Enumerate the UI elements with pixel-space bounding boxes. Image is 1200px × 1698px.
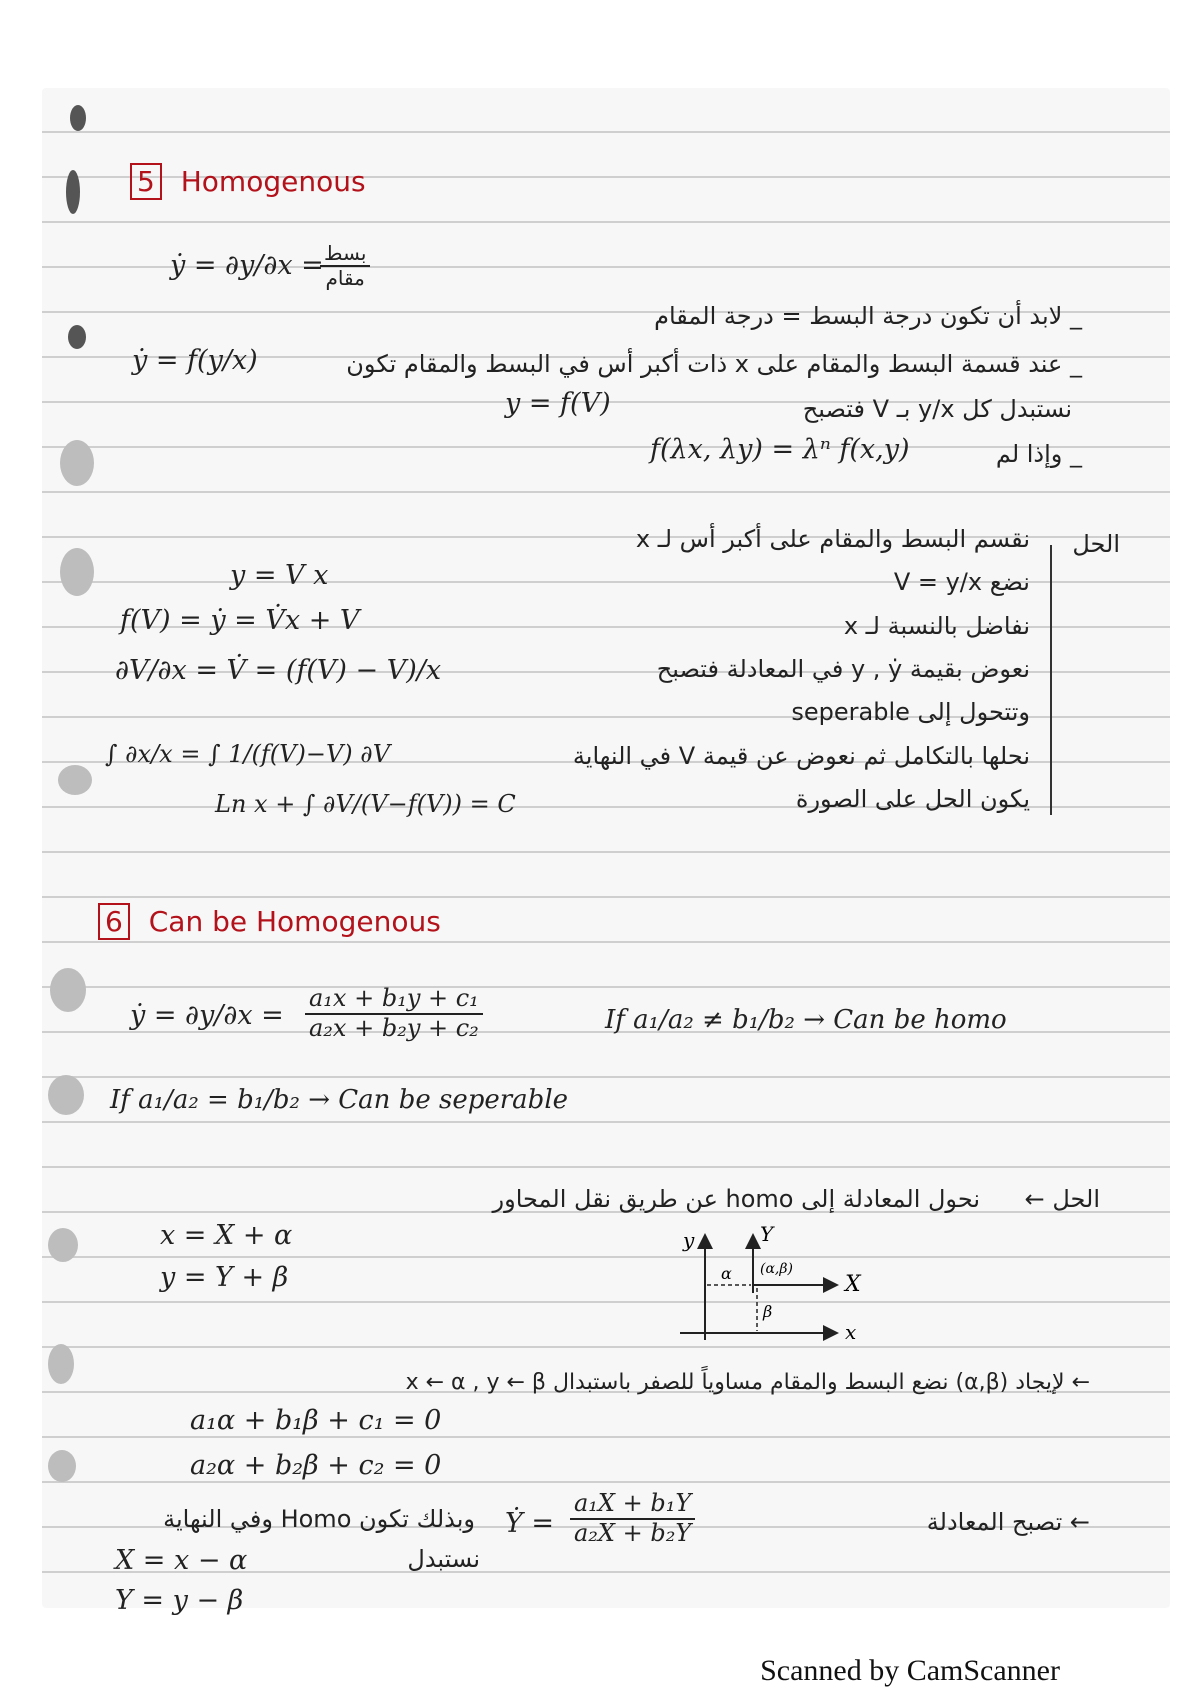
- condition-3-equation: y = f(V): [505, 388, 611, 419]
- binder-hole: [60, 440, 94, 486]
- binder-hole: [60, 548, 94, 596]
- binder-hole: [48, 1228, 78, 1262]
- back-substitution-X: X = x − α: [115, 1545, 248, 1576]
- section-6-heading: [98, 905, 441, 938]
- binder-hole: [68, 325, 86, 349]
- definition-lhs: ẏ = ∂y/∂x =: [170, 250, 324, 281]
- condition-3-text: نستبدل كل y/x بـ V فتصبح: [802, 395, 1072, 423]
- steps-bracket: [1050, 545, 1052, 815]
- step-5: وتتحول إلى seperable: [791, 698, 1030, 726]
- fraction-numerator: a₁X + b₁Y: [570, 1490, 695, 1520]
- step-6: نحلها بالتكامل ثم نعوض عن قيمة V في النهاية: [572, 742, 1030, 770]
- axes-shift-diagram: [665, 1225, 890, 1350]
- condition-can-be-homo: If a₁/a₂ ≠ b₁/b₂ → Can be homo: [605, 1005, 1007, 1035]
- step-7: يكون الحل على الصورة: [795, 785, 1030, 813]
- alpha-label: α: [721, 1264, 732, 1283]
- section-number: 5: [130, 163, 162, 200]
- condition-1: _ لابد أن تكون درجة البسط = درجة المقام: [654, 302, 1082, 330]
- binder-hole: [70, 105, 86, 131]
- step-3: نفاضل بالنسبة لـ x: [843, 612, 1030, 640]
- scanner-watermark: Scanned by CamScanner: [760, 1654, 1060, 1687]
- fraction-denominator: a₂x + b₂y + c₂: [309, 1013, 479, 1042]
- equation-4: ∫ ∂x/x = ∫ 1/(f(V)−V) ∂V: [105, 740, 391, 768]
- beta-label: β: [763, 1302, 773, 1321]
- fraction-denominator: a₂X + b₂Y: [574, 1518, 692, 1547]
- condition-4-equation: f(λx, λy) = λⁿ f(x,y): [650, 434, 910, 465]
- solution-label: الحل ←: [1024, 1185, 1100, 1213]
- section-5-heading: [130, 165, 366, 198]
- new-equation-fraction: [570, 1490, 695, 1547]
- binder-hole: [48, 1075, 84, 1115]
- binder-hole: [58, 765, 92, 795]
- replace-text: نستبدل: [407, 1545, 480, 1573]
- fraction-numerator: a₁x + b₁y + c₁: [305, 985, 483, 1015]
- fraction-denominator: مقام: [325, 266, 365, 290]
- step-2: نضع V = y/x: [893, 568, 1030, 596]
- linear-equation-1: a₁α + b₁β + c₁ = 0: [190, 1405, 442, 1436]
- x-axis-label: x: [845, 1320, 857, 1344]
- solution-text: نحول المعادلة إلى homo عن طريق نقل المحاور: [492, 1185, 980, 1213]
- new-equation-lhs: Ẏ =: [505, 1508, 555, 1539]
- linear-equation-2: a₂α + b₂β + c₂ = 0: [190, 1450, 442, 1481]
- step-1: نقسم البسط والمقام على أكبر أس لـ x: [635, 525, 1030, 553]
- solution-label: الحل: [1072, 530, 1120, 558]
- X-axis-label: X: [845, 1272, 861, 1297]
- binder-hole: [66, 170, 80, 214]
- condition-2-text: _ عند قسمة البسط والمقام على x ذات أكبر أس في البسط والمقام تكون: [346, 350, 1082, 378]
- section-number: 6: [98, 903, 130, 940]
- equation-5: Ln x + ∫ ∂V/(V−f(V)) = C: [215, 790, 516, 818]
- substitution-x: x = X + α: [160, 1220, 293, 1251]
- general-equation-fraction: [305, 985, 483, 1042]
- equation-3: ∂V/∂x = V̇ = (f(V) − V)/x: [115, 655, 442, 686]
- y-axis-label: y: [683, 1228, 695, 1252]
- fraction-numerator: بسط: [320, 242, 370, 267]
- definition-fraction: [320, 242, 370, 290]
- condition-2-equation: ẏ = f(y/x): [132, 345, 258, 376]
- binder-hole: [48, 1450, 76, 1482]
- binder-hole: [48, 1344, 74, 1384]
- becomes-text: ← تصبح المعادلة: [926, 1508, 1090, 1536]
- origin-point-label: (α,β): [760, 1261, 793, 1277]
- condition-can-be-seperable: If a₁/a₂ = b₁/b₂ → Can be seperable: [110, 1085, 569, 1115]
- equation-1: y = V x: [230, 560, 329, 591]
- Y-axis-label: Y: [760, 1225, 774, 1246]
- binder-hole: [50, 968, 86, 1012]
- general-equation-lhs: ẏ = ∂y/∂x =: [130, 1000, 284, 1031]
- find-alpha-beta-text: ← لإيجاد (α,β) نضع البسط والمقام مساوياً للصفر باستبدال x ← α , y ← β: [405, 1370, 1090, 1395]
- section-title: Homogenous: [180, 165, 366, 198]
- back-substitution-Y: Y = y − β: [115, 1585, 244, 1616]
- condition-4-text: _ وإذا لم: [995, 440, 1082, 468]
- then-homo-text: وبذلك تكون Homo وفي النهاية: [163, 1505, 475, 1533]
- substitution-y: y = Y + β: [160, 1262, 289, 1293]
- step-4: نعوض بقيمة y , ẏ في المعادلة فتصبح: [656, 655, 1030, 683]
- equation-2: f(V) = ẏ = V̇x + V: [120, 605, 360, 636]
- section-title: Can be Homogenous: [148, 905, 441, 938]
